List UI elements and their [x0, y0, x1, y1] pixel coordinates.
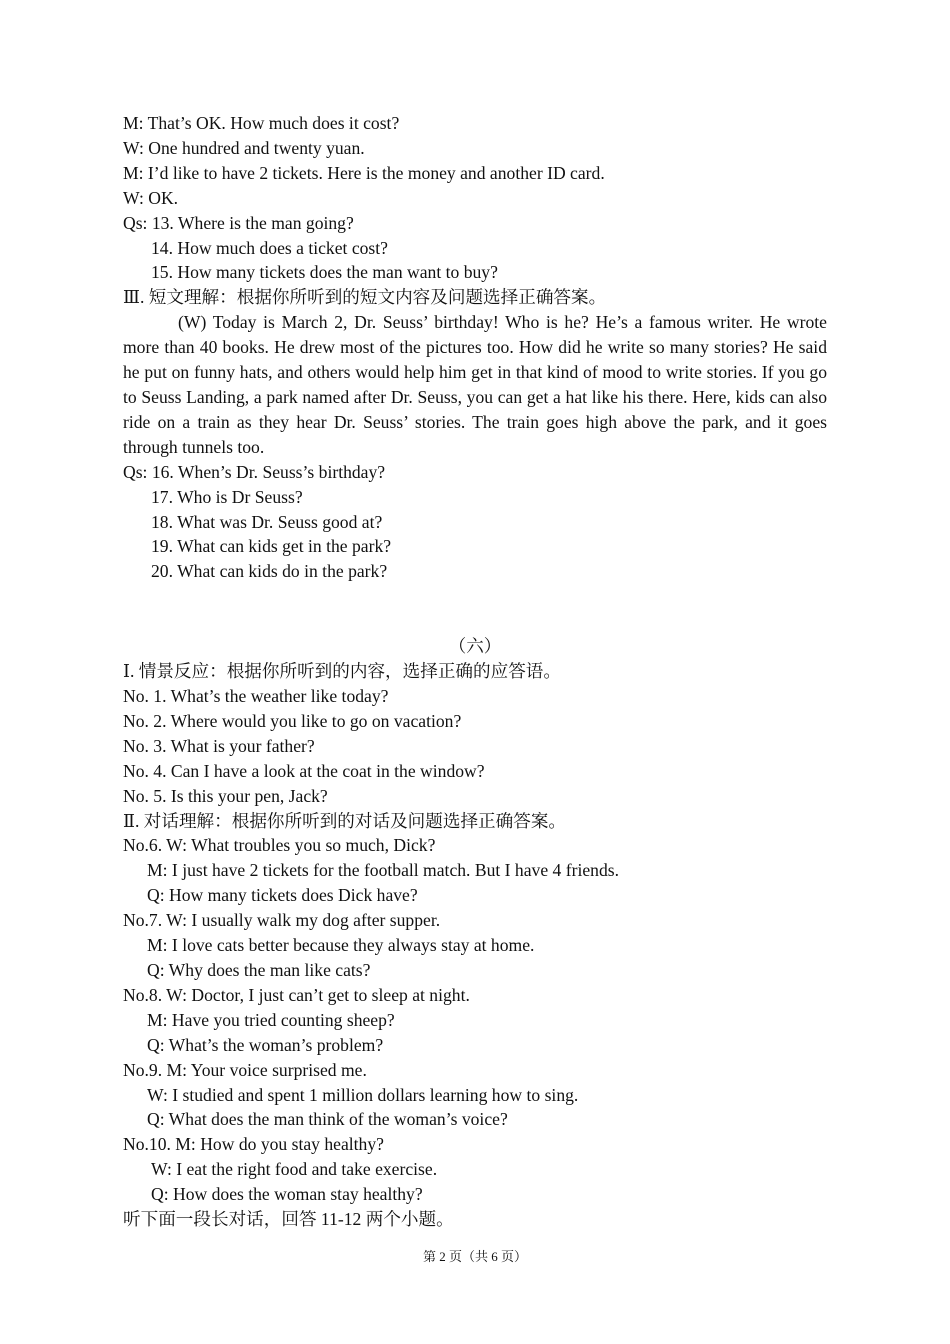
- spacer: [123, 584, 827, 634]
- dialogue-line: W: I studied and spent 1 million dollars learning how to sing.: [147, 1084, 579, 1105]
- dialogue-line: W: OK.: [123, 187, 179, 208]
- question-line: 18. What was Dr. Seuss good at?: [151, 511, 383, 532]
- question-line: Qs: 13. Where is the man going?: [123, 212, 354, 233]
- dialogue-first-line: No.10. M: How do you stay healthy?: [123, 1134, 384, 1155]
- long-dialogue-note: 听下面一段长对话，回答 11-12 两个小题。: [123, 1209, 454, 1230]
- list-item: No. 3. What is your father?: [123, 735, 315, 756]
- dialogue-line: M: That’s OK. How much does it cost?: [123, 113, 400, 133]
- question-line: 15. How many tickets does the man want to buy?: [151, 262, 498, 283]
- section2-heading: Ⅱ. 对话理解：根据你所听到的对话及问题选择正确答案。: [123, 810, 567, 831]
- question-line: 14. How much does a ticket cost?: [151, 237, 388, 258]
- question-line: 17. Who is Dr Seuss?: [151, 486, 303, 507]
- question-line: Qs: 16. When’s Dr. Seuss’s birthday?: [123, 461, 386, 482]
- dialogue-line: M: I’d like to have 2 tickets. Here is the money and another ID card.: [123, 162, 605, 183]
- question-line: 20. What can kids do in the park?: [151, 561, 388, 582]
- question-line: Q: What’s the woman’s problem?: [147, 1034, 384, 1055]
- page-content: [123, 111, 827, 1232]
- question-line: Q: How many tickets does Dick have?: [147, 885, 418, 906]
- dialogue-first-line: No.6. W: What troubles you so much, Dick?: [123, 835, 436, 856]
- question-line: Q: How does the woman stay healthy?: [151, 1184, 423, 1205]
- question-line: 19. What can kids get in the park?: [151, 536, 392, 557]
- passage-text: (W) Today is March 2, Dr. Seuss’ birthday! Who is he? He’s a famous writer. He wrote more than 40 books. He drew most of the pictures too. How did he write so many stories? He said he put on funny hats, and others would help him get in that kind of mood to write stories. If you go to Seuss Landing, a park named after Dr. Seuss, you can get a hat like his there. Here, kids can also ride on a train as they hear Dr. Seuss’ stories. The train goes high above the park, and it goes through tunnels too.: [123, 312, 827, 457]
- part5-dialogue-lines: [123, 111, 827, 285]
- dialogue-line: W: I eat the right food and take exercise.: [151, 1159, 438, 1180]
- list-item: No. 1. What’s the weather like today?: [123, 686, 389, 707]
- question-line: Q: Why does the man like cats?: [147, 960, 371, 980]
- list-item: No. 4. Can I have a look at the coat in the window?: [123, 760, 485, 781]
- dialogue-line: W: One hundred and twenty yuan.: [123, 137, 365, 158]
- list-item: No. 5. Is this your pen, Jack?: [123, 785, 328, 806]
- part6-title: （六）: [448, 636, 502, 657]
- dialogue-first-line: No.8. W: Doctor, I just can’t get to sleep at night.: [123, 984, 470, 1005]
- page-footer: 第 2 页（共 6 页）: [422, 1249, 527, 1264]
- question-line: Q: What does the man think of the woman’s voice?: [147, 1109, 508, 1130]
- dialogue-first-line: No.7. W: I usually walk my dog after supper.: [123, 910, 441, 931]
- dialogue-line: M: I just have 2 tickets for the football match. But I have 4 friends.: [147, 860, 619, 881]
- list-item: No. 2. Where would you like to go on vacation?: [123, 710, 462, 731]
- dialogue-line: M: Have you tried counting sheep?: [147, 1009, 395, 1030]
- dialogue-line: M: I love cats better because they always stay at home.: [147, 935, 535, 956]
- section3-heading: Ⅲ. 短文理解：根据你所听到的短文内容及问题选择正确答案。: [123, 287, 607, 308]
- dialogue-first-line: No.9. M: Your voice surprised me.: [123, 1059, 367, 1080]
- section1-heading: Ⅰ. 情景反应：根据你所听到的内容，选择正确的应答语。: [123, 661, 561, 682]
